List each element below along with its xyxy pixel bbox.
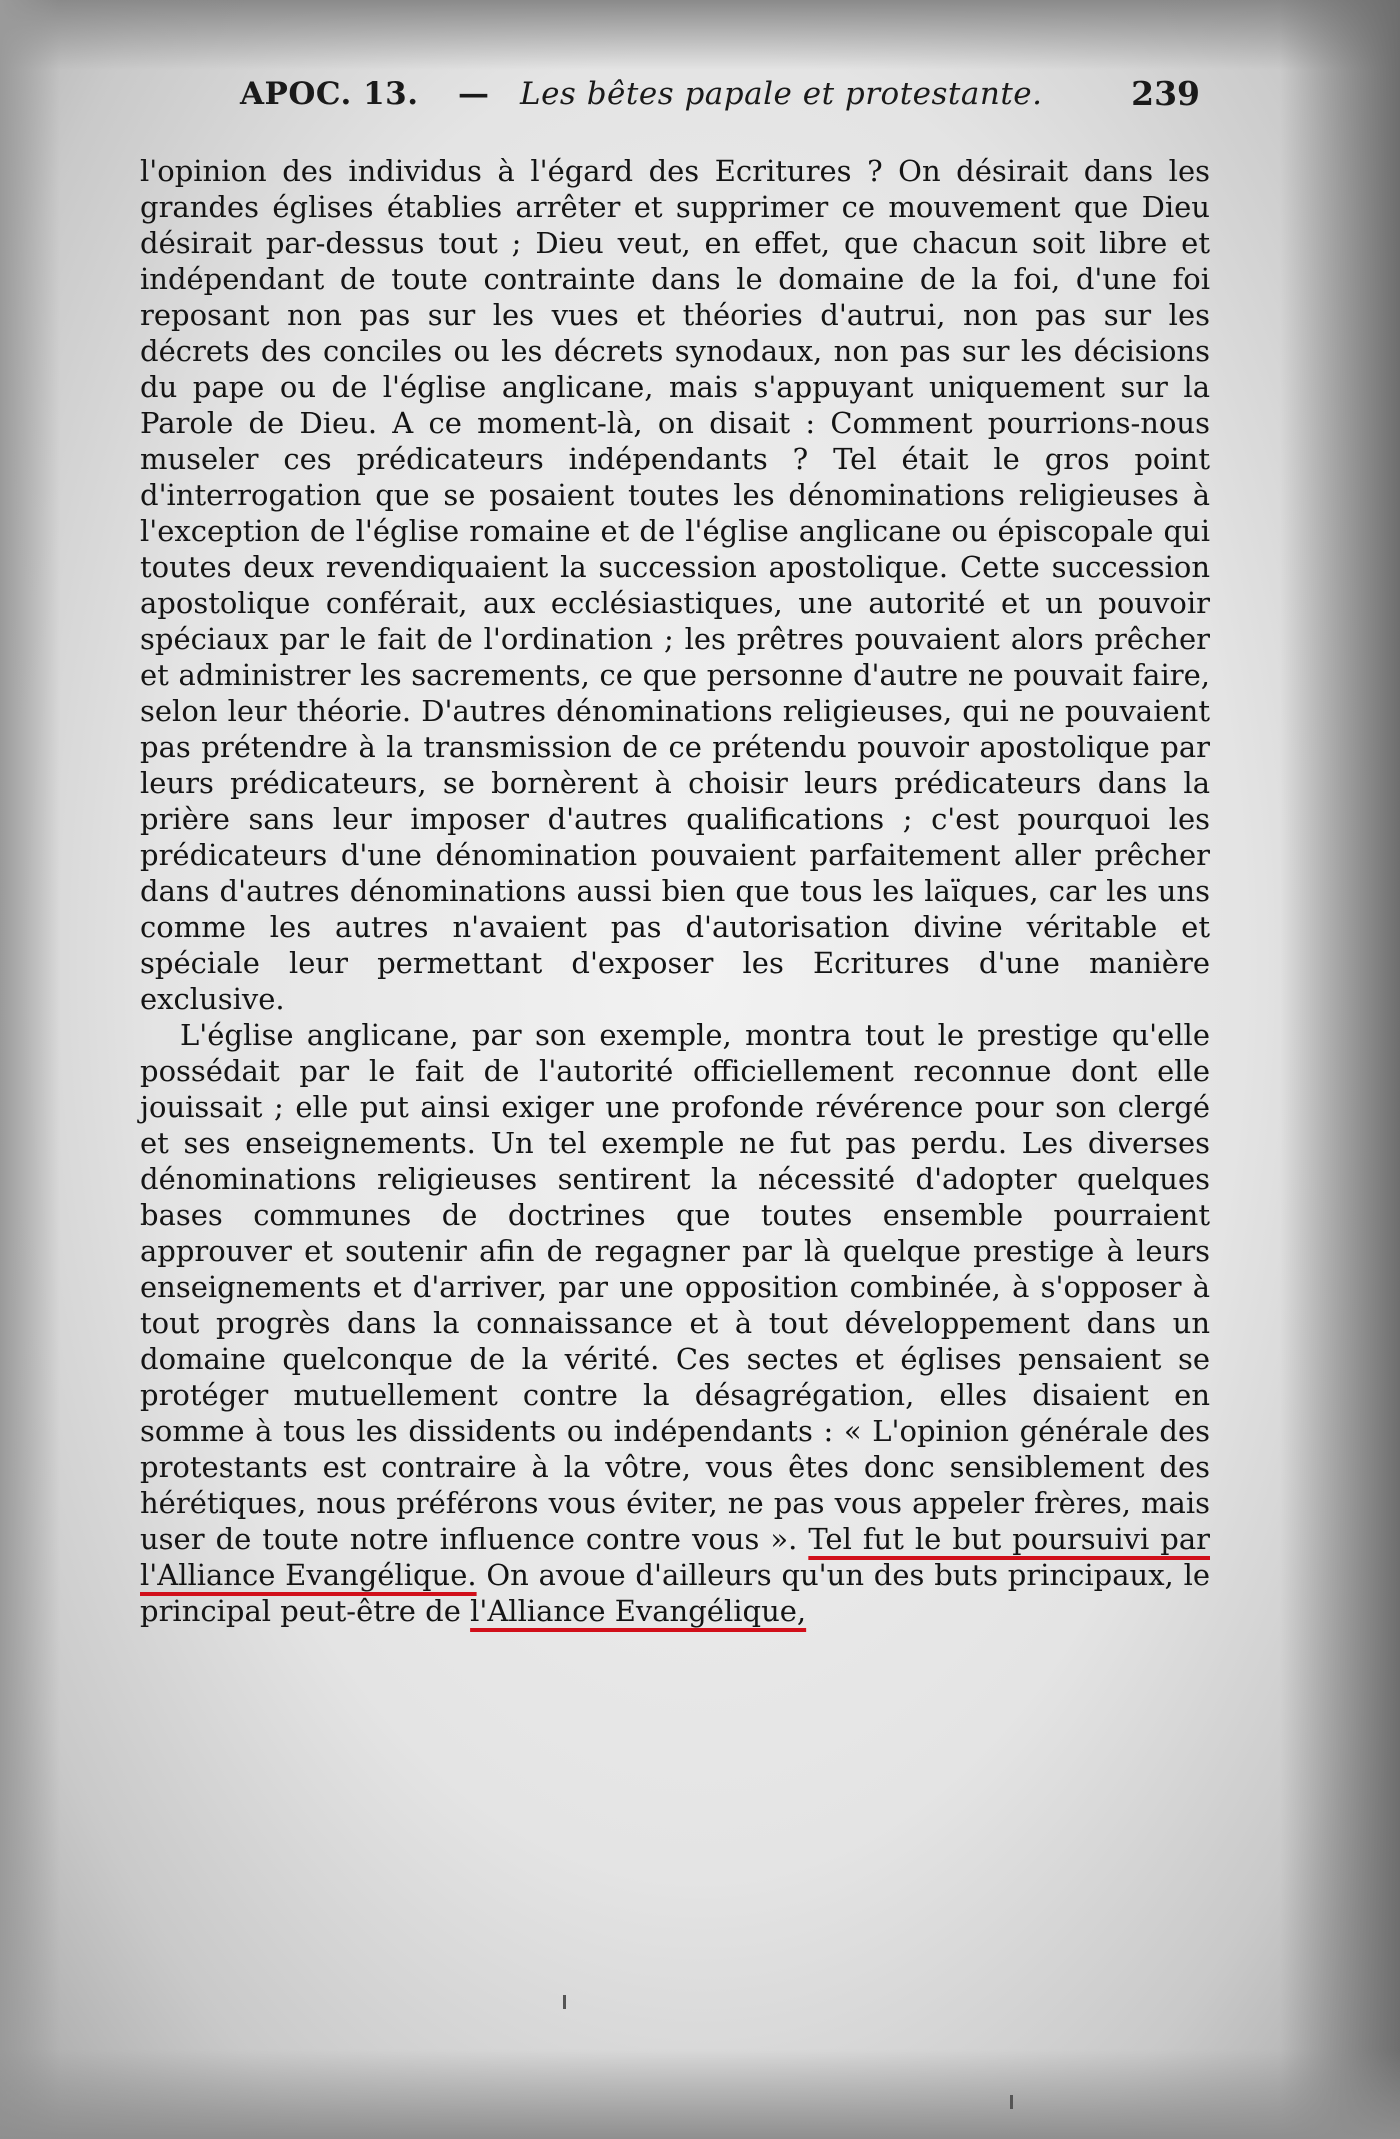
running-head [140, 70, 1210, 120]
paragraph-1 [140, 153, 1210, 1017]
scan-shadow-bottom [0, 2049, 1400, 2139]
running-title: Les bêtes papale et protestante. [520, 76, 1043, 112]
body-text [140, 153, 1210, 1629]
ink-speck [563, 1995, 566, 2009]
chapter-reference: APOC. 13. [240, 76, 419, 112]
paragraph-2-text: L'église anglicane, par son exemple, montra tout le prestige qu'elle possédait par le fait de l'autorité officiellement reconnue dont elle jouissait ; elle put ainsi exiger une profonde révérence pour son clergé et ses enseignements. Un tel exemple ne fut pas perdu. Les diverses dénominations religieuses sentirent la nécessité d'adopter quelques bases communes de doctrines que toutes ensemble pourraient approuver et soutenir afin de regagner par là quelque prestige à leurs enseignements et d'arriver, par une opposition combinée, à s'opposer à tout progrès dans la connaissance et à tout développement dans un domaine quelconque de la vérité. Ces sectes et églises pensaient se protéger mutuellement contre la désagrégation, elles disaient en somme à tous les dissidents ou indépendants : « L'opinion générale des protestants est contraire à la vôtre, vous êtes donc sensiblement des hérétiques, nous préférons vous éviter, ne pas vous appeler frères, mais user de toute notre influence contre vous ». [140, 1018, 1210, 1556]
red-underlined-phrase: l'Alliance Evangélique, [470, 1594, 807, 1628]
scan-shadow-right [1280, 0, 1400, 2139]
scan-shadow-top [0, 0, 1400, 70]
ink-speck [1010, 2095, 1013, 2109]
paragraph-2 [140, 1017, 1210, 1629]
paragraph-2-continuation: On avoue d'ailleurs qu'un des buts principaux, le principal peut-être de [140, 1558, 1211, 1628]
header-dash: — [458, 76, 489, 112]
paragraph-1-text: l'opinion des individus à l'égard des Ecritures ? On désirait dans les grandes églises établies arrêter et supprimer ce mouvement que Dieu désirait par-dessus tout ; Dieu veut, en effet, que chacun soit libre et indépendant de toute contrainte dans le domaine de la foi, d'une foi reposant non pas sur les vues et théories d'autrui, non pas sur les décrets des conciles ou les décrets synodaux, non pas sur les décisions du pape ou de l'église anglicane, mais s'appuyant uniquement sur la Parole de Dieu. A ce moment-là, on disait : Comment pourrions-nous museler ces prédicateurs indépendants ? Tel était le gros point d'interrogation que se posaient toutes les dénominations religieuses à l'exception de l'église romaine et de l'église anglicane ou épiscopale qui toutes deux revendiquaient la succession apostolique. Cette succession apostolique conférait, aux ecclésiastiques, une autorité et un pouvoir spéciaux par le fait de l'ordination ; les prêtres pouvaient alors prêcher et administrer les sacrements, ce que personne d'autre ne pouvait faire, selon leur théorie. D'autres dénominations religieuses, qui ne pouvaient pas prétendre à la transmission de ce prétendu pouvoir apostolique par leurs prédicateurs, se bornèrent à choisir leurs prédicateurs dans la prière sans leur imposer d'autres qualifications ; c'est pourquoi les prédicateurs d'une dénomination pouvaient parfaitement aller prêcher dans d'autres dénominations aussi bien que tous les laïques, car les uns comme les autres n'avaient pas d'autorisation divine véritable et spéciale leur permettant d'exposer les Ecritures d'une manière exclusive. [140, 154, 1210, 1016]
page-number: 239 [1131, 74, 1200, 113]
red-underlined-sentence: Tel fut le but poursuivi par l'Alliance Evangélique. [140, 1522, 1210, 1592]
scan-shadow-left [0, 0, 60, 2139]
